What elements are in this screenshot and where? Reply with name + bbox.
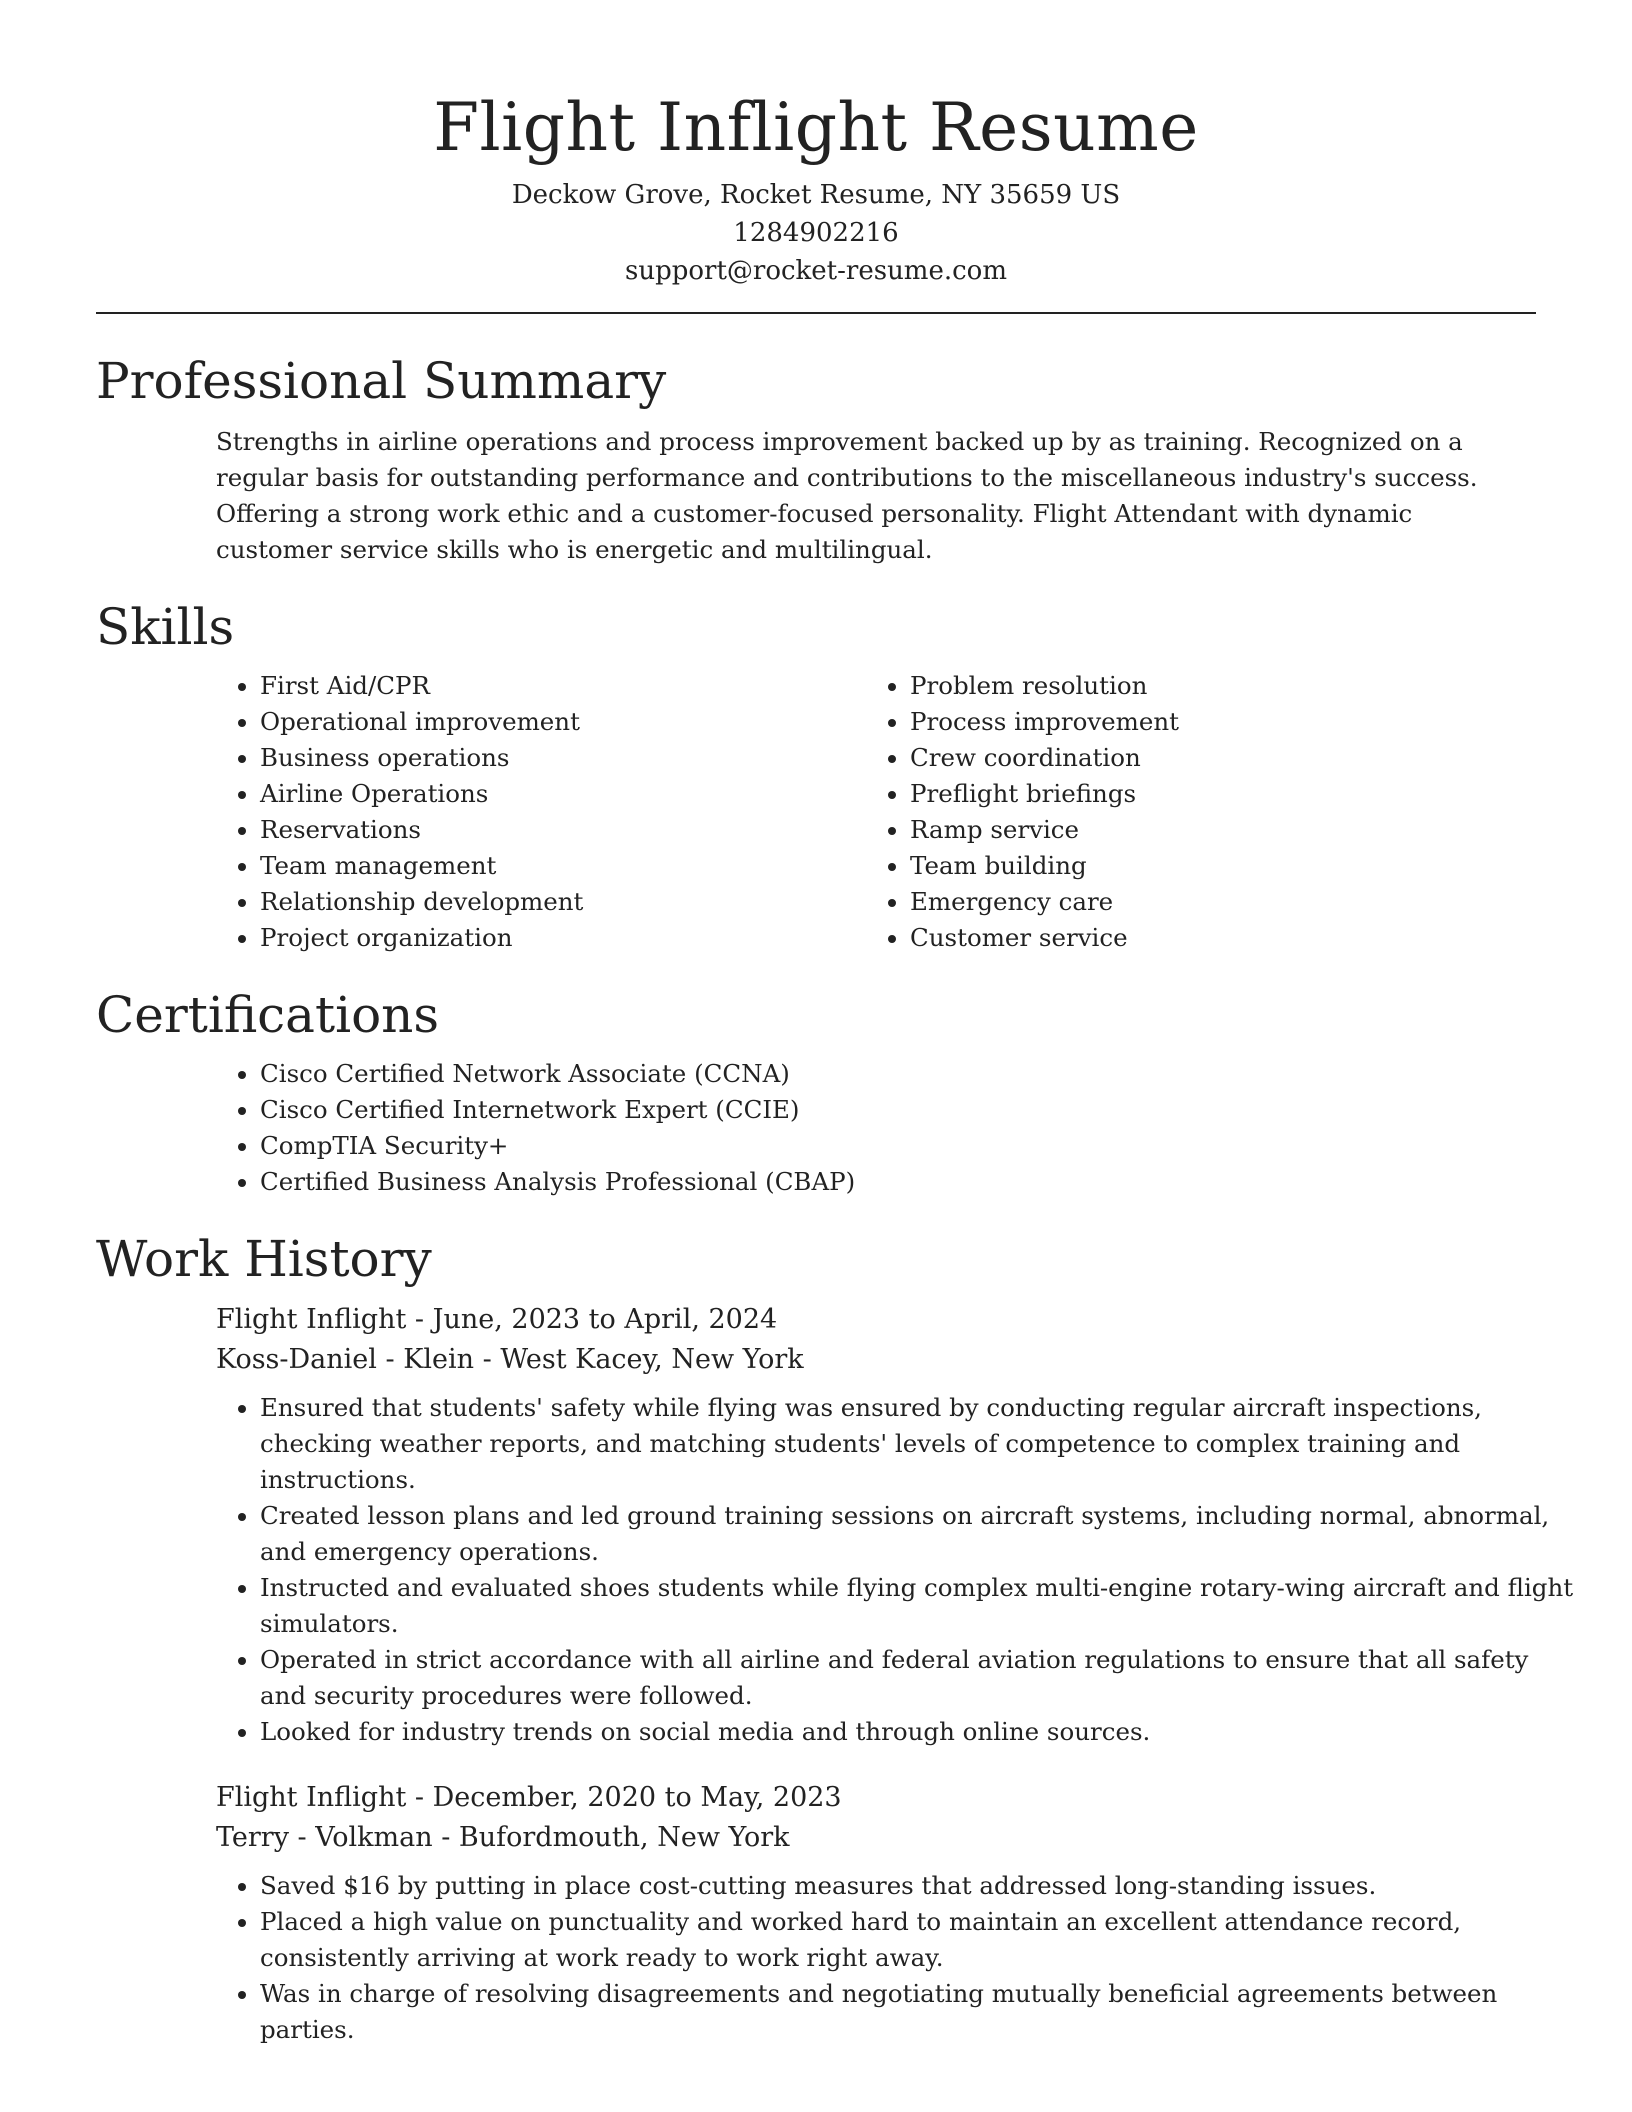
certification-item: • CompTIA Security+ <box>260 1128 1536 1164</box>
job-bullet: • Looked for industry trends on social media and through online sources. <box>260 1714 1580 1750</box>
job-location: West Kacey, New York <box>500 1344 804 1375</box>
job-company: Koss-Daniel - Klein <box>216 1344 475 1375</box>
address: Deckow Grove, Rocket Resume, NY 35659 US <box>511 180 1121 210</box>
job-bullet: • Placed a high value on punctuality and worked hard to maintain an excellent attendance record, consistently arriving at work ready to work right away. <box>260 1904 1580 1976</box>
job-role: Flight Inflight <box>216 1782 407 1813</box>
job-bullet: • Was in charge of resolving disagreements and negotiating mutually beneficial agreements between parties. <box>260 1976 1580 2048</box>
skill-item: • Customer service <box>910 920 1516 956</box>
skills-list-left <box>216 668 866 956</box>
job-bullet: • Instructed and evaluated shoes students while flying complex multi-engine rotary-wing aircraft and flight simulators. <box>260 1570 1580 1642</box>
skills-list-right <box>866 668 1516 956</box>
summary-text: Strengths in airline operations and process improvement backed up by as training. Recognized on a regular basis for outstanding performance and contributions to the miscellaneous industry's success. Offering a strong work ethic and a customer-focused personality. Flight Attendant with dynamic customer service skills who is energetic and multilingual. <box>216 427 1478 564</box>
job-entry <box>216 1778 1536 2048</box>
skill-item: • Airline Operations <box>260 776 866 812</box>
job-title-line: Flight Inflight - June, 2023 to April, 2024 <box>216 1304 778 1335</box>
summary-heading: Professional Summary <box>96 352 667 410</box>
skill-item: • First Aid/CPR <box>260 668 866 704</box>
skill-item: • Preflight briefings <box>910 776 1516 812</box>
skill-item: • Crew coordination <box>910 740 1516 776</box>
job-bullet: • Operated in strict accordance with all airline and federal aviation regulations to ensure that all safety and security procedures were followed. <box>260 1642 1580 1714</box>
resume-page <box>96 0 1574 2048</box>
job-bullet: • Created lesson plans and led ground training sessions on aircraft systems, including normal, abnormal, and emergency operations. <box>260 1498 1580 1570</box>
job-dates: June, 2023 to April, 2024 <box>432 1304 778 1335</box>
skill-item: • Project organization <box>260 920 866 956</box>
job-entry <box>216 1300 1574 1750</box>
skill-item: • Team building <box>910 848 1516 884</box>
job-dates: December, 2020 to May, 2023 <box>432 1782 842 1813</box>
job-bullets <box>216 1868 1580 2048</box>
certification-item: • Cisco Certified Internetwork Expert (CCIE) <box>260 1092 1536 1128</box>
certification-item: • Certified Business Analysis Professional (CBAP) <box>260 1164 1536 1200</box>
job-location: Bufordmouth, New York <box>458 1822 790 1853</box>
resume-header <box>96 0 1536 290</box>
skill-item: • Problem resolution <box>910 668 1516 704</box>
certification-item: • Cisco Certified Network Associate (CCNA) <box>260 1056 1536 1092</box>
header-divider <box>96 312 1536 314</box>
skills-columns <box>216 668 1536 956</box>
email: support@rocket-resume.com <box>624 256 1007 286</box>
skill-item: • Relationship development <box>260 884 866 920</box>
skill-item: • Business operations <box>260 740 866 776</box>
certifications-heading: Certifications <box>96 986 440 1044</box>
job-company-line: Koss-Daniel - Klein - West Kacey, New York <box>216 1344 804 1375</box>
certifications-list <box>216 1056 1536 1200</box>
resume-title: Flight Inflight Resume <box>433 89 1199 166</box>
phone: 1284902216 <box>733 218 899 248</box>
job-bullet: • Saved $16 by putting in place cost-cutting measures that addressed long-standing issues. <box>260 1868 1580 1904</box>
skill-item: • Team management <box>260 848 866 884</box>
job-company-line: Terry - Volkman - Bufordmouth, New York <box>216 1822 790 1853</box>
job-title-line: Flight Inflight - December, 2020 to May, 2023 <box>216 1782 842 1813</box>
skill-item: • Process improvement <box>910 704 1516 740</box>
skill-item: • Ramp service <box>910 812 1516 848</box>
work-history-heading: Work History <box>96 1230 432 1288</box>
skill-item: • Emergency care <box>910 884 1516 920</box>
job-role: Flight Inflight <box>216 1304 407 1335</box>
job-bullet: • Ensured that students' safety while flying was ensured by conducting regular aircraft inspections, checking weather reports, and matching students' levels of competence to complex training and instructions. <box>260 1390 1580 1498</box>
skills-heading: Skills <box>96 598 235 656</box>
contact-block <box>96 176 1536 290</box>
skill-item: • Reservations <box>260 812 866 848</box>
skill-item: • Operational improvement <box>260 704 866 740</box>
job-company: Terry - Volkman <box>216 1822 433 1853</box>
job-bullets <box>216 1390 1580 1750</box>
